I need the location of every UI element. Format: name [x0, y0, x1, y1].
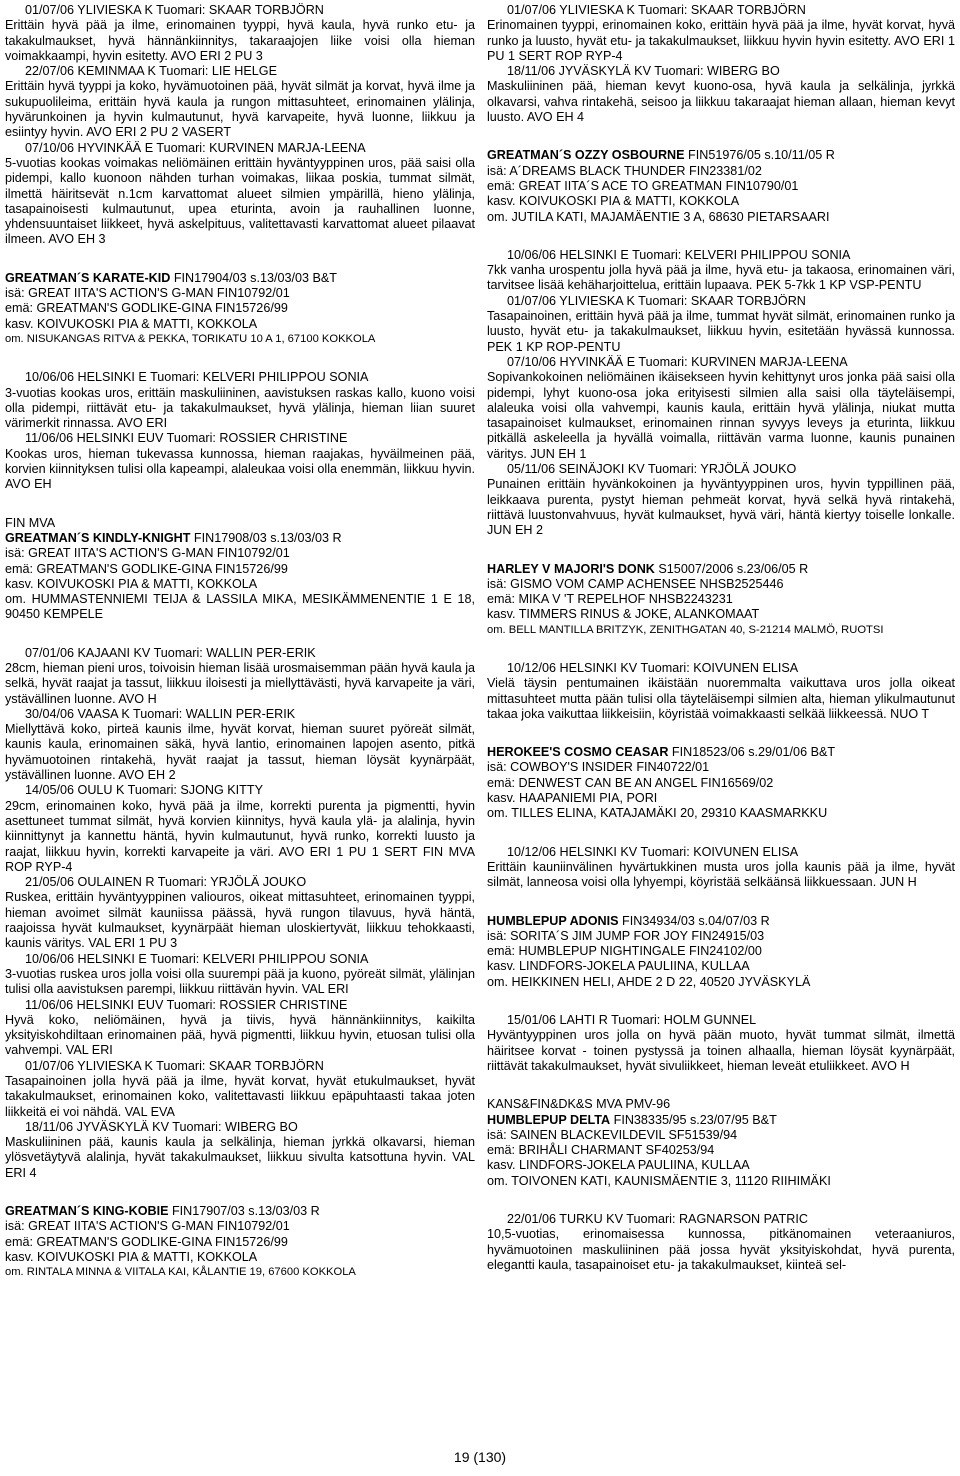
- text-paragraph: isä: GREAT IITA'S ACTION'S G-MAN FIN10792/01: [5, 546, 290, 561]
- dog-registration: S15007/2006 s.23/06/05 R: [654, 561, 809, 576]
- text-paragraph: Hyvä koko, neliömäinen, hyvä ja tiivis, hyvä hännänkiinnitys, kaikilta yksityiskohdiltaan erinomainen pää, hyvä pigmentti, liikkuu hyvin, etuosan tulisi olla vahvempi. VAL ERI: [5, 1012, 475, 1058]
- owner-line: om. BELL MANTILLA BRITZYK, ZENITHGATAN 40, S-21214 MALMÖ, RUOTSI: [487, 623, 884, 636]
- dog-registration: FIN18523/06 s.29/01/06 B&T: [668, 745, 836, 760]
- text-paragraph: om. TOIVONEN KATI, KAUNISMÄENTIE 3, 11120 RIIHIMÄKI: [487, 1173, 831, 1188]
- dog-name: HARLEY V MAJORI'S DONK: [487, 561, 655, 576]
- dog-registration: FIN17904/03 s.13/03/03 B&T: [170, 270, 337, 285]
- show-heading: 01/07/06 YLIVIESKA K Tuomari: SKAAR TORBJÖRN: [507, 3, 806, 17]
- dog-entry-heading: [5, 271, 475, 286]
- show-heading: 10/06/06 HELSINKI E Tuomari: KELVERI PHILIPPOU SONIA: [25, 951, 369, 966]
- text-paragraph: Miellyttävä koko, pirteä kaunis ilme, hyvät korvat, hieman suuret pyöreät silmät, kaunis kaula, erinomainen säkä, hyvä lantio, erinomainen lapojen asento, pitkä hyvämuotoinen rintakehä, hyvät raajat ja tassut, hieman löysät kyynärpäät, ystävällinen luonne. AVO EH 2: [5, 722, 475, 783]
- show-heading: 11/06/06 HELSINKI EUV Tuomari: ROSSIER CHRISTINE: [25, 997, 348, 1012]
- text-paragraph: isä: GREAT IITA'S ACTION'S G-MAN FIN10792/01: [5, 286, 290, 301]
- dog-entry-heading: [5, 531, 475, 546]
- show-heading: 15/01/06 LAHTI R Tuomari: HOLM GUNNEL: [507, 1013, 757, 1028]
- show-heading: 22/07/06 KEMINMAA K Tuomari: LIE HELGE: [25, 64, 277, 79]
- dog-name: GREATMAN´S KARATE-KID: [5, 270, 171, 285]
- show-heading: 07/01/06 KAJAANI KV Tuomari: WALLIN PER-ERIK: [25, 645, 316, 660]
- text-paragraph: kasv. KOIVUKOSKI PIA & MATTI, KOKKOLA: [5, 1249, 258, 1264]
- show-heading: 21/05/06 OULAINEN R Tuomari: YRJÖLÄ JOUKO: [25, 875, 307, 890]
- text-paragraph: isä: GREAT IITA'S ACTION'S G-MAN FIN10792/01: [5, 1219, 290, 1234]
- text-paragraph: FIN MVA: [5, 515, 56, 530]
- show-heading: 18/11/06 JYVÄSKYLÄ KV Tuomari: WIBERG BO: [507, 64, 780, 79]
- text-paragraph: isä: SORITA´S JIM JUMP FOR JOY FIN24915/03: [487, 928, 765, 943]
- text-paragraph: 10,5-vuotias, erinomaisessa kunnossa, pitkänomainen veteraaniuros, hyvämuotoinen maskuliininen pää jossa hyvät yksityiskohdat, hyvä purenta, elegantti kaula, tasapainoiset etu- ja takakulmaukset, kiinteä sel-: [487, 1227, 955, 1272]
- show-heading: 01/07/06 YLIVIESKA K Tuomari: SKAAR TORBJÖRN: [25, 1058, 324, 1073]
- text-paragraph: emä: GREAT IITA´S ACE TO GREATMAN FIN10790/01: [487, 178, 799, 193]
- text-paragraph: emä: MIKA V 'T REPELHOF NHSB2243231: [487, 592, 733, 607]
- text-paragraph: om. HUMMASTENNIEMI TEIJA & LASSILA MIKA, MESIKÄMMENENTIE 1 E 18, 90450 KEMPELE: [5, 592, 475, 622]
- dog-entry-heading: [5, 1204, 475, 1219]
- text-paragraph: Erittäin hyvä tyyppi ja koko, hyvämuotoinen pää, hyvät silmät ja korvat, hyvä ilme ja sukupuolileima, erittäin hyvä kaula ja rungon mittasuhteet, erinomainen ylälinja, hyvärunkoinen ja hyvin kulmautunut, hyvä karvapeite, hyvä luonne, liikkuu ja esiintyy hyvin. AVO ERI 2 PU 2 VASERT: [5, 79, 475, 140]
- dog-registration: FIN51976/05 s.10/11/05 R: [684, 148, 835, 163]
- dog-name: HUMBLEPUP ADONIS: [487, 913, 619, 928]
- dog-registration: FIN17907/03 s.13/03/03 R: [168, 1204, 320, 1219]
- text-paragraph: 7kk vanha urospentu jolla hyvä pää ja ilme, hyvä etu- ja takaosa, erinomainen väri, tarvitsee lisää kehäharjoittelua, erittäin lupaava. PEK 5-7kk 1 KP VSP-PENTU: [487, 263, 955, 293]
- dog-name: GREATMAN´S OZZY OSBOURNE: [487, 148, 685, 163]
- text-paragraph: kasv. TIMMERS RINUS & JOKE, ALANKOMAAT: [487, 607, 760, 622]
- show-heading: 11/06/06 HELSINKI EUV Tuomari: ROSSIER CHRISTINE: [25, 431, 348, 446]
- text-paragraph: om. HEIKKINEN HELI, AHDE 2 D 22, 40520 JYVÄSKYLÄ: [487, 974, 811, 989]
- text-paragraph: Erinomainen tyyppi, erinomainen koko, erittäin hyvä pää ja ilme, hyvät korvat, hyvä runko ja luusto, hyvät etu- ja takakulmaukset, liikkuu hyvin hyvin esitetty. AVO ERI 1 PU 1 SERT ROP RYP-4: [487, 18, 955, 63]
- text-paragraph: 29cm, erinomainen koko, hyvä pää ja ilme, korrekti purenta ja pigmentti, hyvin asettuneet tummat silmät, hyvä korvien kiinnitys, hyvä kaula ylä- ja alalinja, hyvin kiinnittynyt ja kannettu häntä, hyvin kulmautunut, hyvä runko, korrekti luusto ja raajat, liikkuu hyvin, korrekti karvapeite ja väri. AVO ERI 1 PU 1 SERT FIN MVA ROP RYP-4: [5, 798, 475, 874]
- text-paragraph: emä: GREATMAN'S GODLIKE-GINA FIN15726/99: [5, 561, 288, 576]
- page-number: 19 (130): [453, 1449, 507, 1465]
- text-paragraph: 28cm, hieman pieni uros, toivoisin hieman lisää urosmaisemman pään hyvä kaula ja selkä, hyvät raajat ja tassut, liikkuu iloisesti ja miellyttävästi, hyvä karvapeite ja väri, ystävällinen luonne. AVO H: [5, 660, 475, 706]
- show-heading: 18/11/06 JYVÄSKYLÄ KV Tuomari: WIBERG BO: [25, 1119, 298, 1134]
- show-heading: 10/06/06 HELSINKI E Tuomari: KELVERI PHILIPPOU SONIA: [25, 370, 369, 385]
- text-paragraph: Ruskea, erittäin hyväntyyppinen valiouros, oikeat mittasuhteet, erinomainen tyyppi, hieman avoimet silmät kauniissa päässä, hyvä rungon tilavuus, hyvä häntä, raajoissa hyvät kulmaukset, kyynärpäät hieman uloskiertyvät, liikkuu tehokkaasti, kaunis väritys. VAL ERI 1 PU 3: [5, 890, 475, 951]
- text-paragraph: Erittäin kauniinvälinen hyvärtukkinen musta uros jolla kaunis pää ja ilme, hyvät silmät, lanneosa voisi olla lyhyempi, köyristää selkäänsä liikkuessaan. JUN H: [487, 859, 955, 890]
- dog-entry-heading: [487, 1113, 955, 1128]
- text-paragraph: Tasapainoinen jolla hyvä pää ja ilme, hyvät korvat, hyvät etukulmaukset, hyvät takakulmaukset, erinomainen koko, valitettavasti liikkuu epäpuhtaasti takaa joten liikkeitä ei voi nähdä. VAL EVA: [5, 1074, 475, 1119]
- text-paragraph: isä: SAINEN BLACKEVILDEVIL SF51539/94: [487, 1127, 738, 1142]
- dog-entry-heading: [487, 562, 955, 577]
- text-paragraph: kasv. HAAPANIEMI PIA, PORI: [487, 791, 658, 806]
- text-paragraph: kasv. LINDFORS-JOKELA PAULIINA, KULLAA: [487, 959, 750, 974]
- text-paragraph: Maskuliininen pää, kaunis kaula ja selkälinja, hieman jyrkkä olkavarsi, hieman ylösvetäytyvä alalinja, hyvät takakulmaukset, liikkuu sivulta katsottuna hyvin. VAL ERI 4: [5, 1135, 475, 1180]
- text-paragraph: kasv. KOIVUKOSKI PIA & MATTI, KOKKOLA: [5, 316, 258, 331]
- show-heading: 22/01/06 TURKU KV Tuomari: RAGNARSON PATRIC: [507, 1212, 808, 1226]
- text-paragraph: Vielä täysin pentumainen ikäistään nuoremmalta vaikuttava uros jolla oikeat mittasuhteet mutta pään tulisi olla täyteläisempi silmien alta, hieman ylikulmautunut takaa joka vaikuttaa liikkeisiin, köyristää voimakkaasti selkää liikkeessä. NUO T: [487, 676, 955, 721]
- show-heading: 10/12/06 HELSINKI KV Tuomari: KOIVUNEN ELISA: [507, 844, 799, 859]
- text-paragraph: isä: A´DREAMS BLACK THUNDER FIN23381/02: [487, 163, 762, 178]
- show-heading: 05/11/06 SEINÄJOKI KV Tuomari: YRJÖLÄ JOUKO: [507, 462, 797, 477]
- dog-name: GREATMAN´S KING-KOBIE: [5, 1204, 169, 1219]
- text-paragraph: isä: GISMO VOM CAMP ACHENSEE NHSB2525446: [487, 576, 784, 591]
- show-heading: 01/07/06 YLIVIESKA K Tuomari: SKAAR TORBJÖRN: [25, 3, 324, 17]
- text-paragraph: emä: BRIHÅLI CHARMANT SF40253/94: [487, 1143, 715, 1158]
- text-paragraph: kasv. KOIVUKOSKI PIA & MATTI, KOKKOLA: [487, 194, 740, 209]
- dog-entry-heading: [487, 148, 955, 163]
- text-paragraph: 5-vuotias kookas voimakas neliömäinen erittäin hyväntyyppinen uros, pää saisi olla pidempi, kallo kuonoon nähden turhan voimakas, liikaa poskia, tummat silmät, ilmettä häiritsevät n.1cm karvattomat alueet silmien ympärillä, hieno ylälinja, tasapainoisesti kulmautunut, upea eturinta, avoin ja rauhallinen luonne, yhdensuuntaiset liikkeet, hyvä askelpituus, valitettavasti karvattomat alueet pilaavat ilmeen. AVO EH 3: [5, 155, 475, 247]
- show-heading: 14/05/06 OULU K Tuomari: SJONG KITTY: [25, 783, 263, 798]
- show-heading: 01/07/06 YLIVIESKA K Tuomari: SKAAR TORBJÖRN: [507, 293, 806, 308]
- text-paragraph: Erittäin hyvä pää ja ilme, erinomainen tyyppi, hyvä kaula, hyvä runko etu- ja takakulmaukset, hyvä hännänkiinnitys, takaraajojen liike voisi olla hieman voimakkaampi, hyvin esitetty. AVO ERI 2 PU 3: [5, 18, 475, 63]
- dog-entry-heading: [487, 745, 955, 760]
- text-paragraph: om. TILLES ELINA, KATAJAMÄKI 20, 29310 KAASMARKKU: [487, 806, 828, 821]
- dog-registration: FIN34934/03 s.04/07/03 R: [618, 913, 770, 928]
- text-paragraph: om. JUTILA KATI, MAJAMÄENTIE 3 A, 68630 PIETARSAARI: [487, 209, 830, 224]
- dog-name: GREATMAN´S KINDLY-KNIGHT: [5, 530, 191, 545]
- dog-entry-heading: [487, 914, 955, 929]
- dog-name: HUMBLEPUP DELTA: [487, 1112, 611, 1127]
- show-heading: 10/06/06 HELSINKI E Tuomari: KELVERI PHILIPPOU SONIA: [507, 247, 851, 262]
- owner-line: om. NISUKANGAS RITVA & PEKKA, TORIKATU 10 A 1, 67100 KOKKOLA: [5, 332, 376, 345]
- text-paragraph: isä: COWBOY'S INSIDER FIN40722/01: [487, 760, 710, 775]
- text-paragraph: emä: HUMBLEPUP NIGHTINGALE FIN24102/00: [487, 944, 762, 959]
- left-column: [5, 3, 475, 1281]
- text-paragraph: Kookas uros, hieman tukevassa kunnossa, hieman raajakas, hyväilmeinen pää, korvien kiinnityksen tulisi olla kapeampi, alaleukaa voisi olla enemmän, liikkuu hyvin. AVO EH: [5, 446, 475, 492]
- dog-registration: FIN38335/95 s.23/07/95 B&T: [610, 1112, 777, 1127]
- show-heading: 07/10/06 HYVINKÄÄ E Tuomari: KURVINEN MARJA-LEENA: [507, 354, 848, 369]
- show-heading: 30/04/06 VAASA K Tuomari: WALLIN PER-ERIK: [25, 706, 296, 721]
- text-paragraph: KANS&FIN&DK&S MVA PMV-96: [487, 1097, 671, 1112]
- show-heading: 07/10/06 HYVINKÄÄ E Tuomari: KURVINEN MARJA-LEENA: [25, 140, 366, 155]
- text-paragraph: Punainen erittäin hyvänkokoinen ja hyväntyyppinen uros, hyvin typpillinen pää, leikkaava purenta, pystyt hieman pehmeät korvat, hyvä selkä hyvä rintakehä, riittävä luustonvahvuus, hyvät kulmaukset, hyvä väri, häntä kiertyy toiselle lonkalle. JUN EH 2: [487, 477, 955, 538]
- text-paragraph: emä: DENWEST CAN BE AN ANGEL FIN16569/02: [487, 775, 774, 790]
- show-heading: 10/12/06 HELSINKI KV Tuomari: KOIVUNEN ELISA: [507, 660, 799, 675]
- dog-registration: FIN17908/03 s.13/03/03 R: [190, 530, 342, 545]
- dog-name: HEROKEE'S COSMO CEASAR: [487, 745, 669, 760]
- text-paragraph: Maskuliininen pää, hieman kevyt kuono-osa, hyvä kaula ja selkälinja, jyrkkä olkavarsi, vahva rintakehä, seisoo ja liikkuu takaraajat hieman allaan, hieman kevyt luusto. AVO EH 4: [487, 79, 955, 125]
- text-paragraph: Tasapainoinen, erittäin hyvä pää ja ilme, tummat hyvät silmät, erinomainen runko ja luusto, hyvät etu- ja takakulmaukset, liikkuu hyvin, esitetään hyvässä kunnossa. PEK 1 KP ROP-PENTU: [487, 309, 955, 354]
- text-paragraph: 3-vuotias ruskea uros jolla voisi olla suurempi pää ja kuono, pyöreät silmät, ylälinjan tulisi olla aavistuksen parempi, liikkuu riittävän hyvin. VAL ERI: [5, 966, 475, 997]
- owner-line: om. RINTALA MINNA & VIITALA KAI, KÅLANTIE 19, 67600 KOKKOLA: [5, 1266, 356, 1279]
- text-paragraph: kasv. LINDFORS-JOKELA PAULIINA, KULLAA: [487, 1158, 750, 1173]
- right-column: [487, 3, 955, 1273]
- text-paragraph: kasv. KOIVUKOSKI PIA & MATTI, KOKKOLA: [5, 576, 258, 591]
- text-paragraph: emä: GREATMAN'S GODLIKE-GINA FIN15726/99: [5, 1234, 288, 1249]
- text-paragraph: Hyväntyyppinen uros jolla on hyvä pään muoto, hyvät tummat silmät, ilmettä häiritsee korvat - toinen pystyssä ja toinen alhaalla, hieman löysät kyynärpäät, riittävät takakulmaukset, hyvät sivuliikkeet, hieman leveät etuliikkeet. AVO H: [487, 1028, 955, 1073]
- text-paragraph: 3-vuotias kookas uros, erittäin maskuliininen, aavistuksen raskas kallo, kuono voisi olla pidempi, riittävät etu- ja takakulmaukset, hyvä ylälinja, hieman liian suuret värimerkit rinnassa. AVO ERI: [5, 385, 475, 431]
- text-paragraph: Sopivankokoinen neliömäinen ikäisekseen hyvin kehittynyt uros jonka pää saisi olla pidempi, lyhyt kuono-osa joka erityisesti silmien alla saisi olla täyteläisempi, alaleuka voisi olla vahvempi, kaunis kaula, erittäin hyvä ylälinja, niukat mutta tasapainoiset kulmaukset, erinomainen rinnan syvyys leveys ja eturinta, liikkuu pitkällä askeleella ja hyvällä voimalla, riittävän varma luonne, kaunis punainen väritys. JUN EH 1: [487, 370, 955, 461]
- text-paragraph: emä: GREATMAN'S GODLIKE-GINA FIN15726/99: [5, 301, 288, 316]
